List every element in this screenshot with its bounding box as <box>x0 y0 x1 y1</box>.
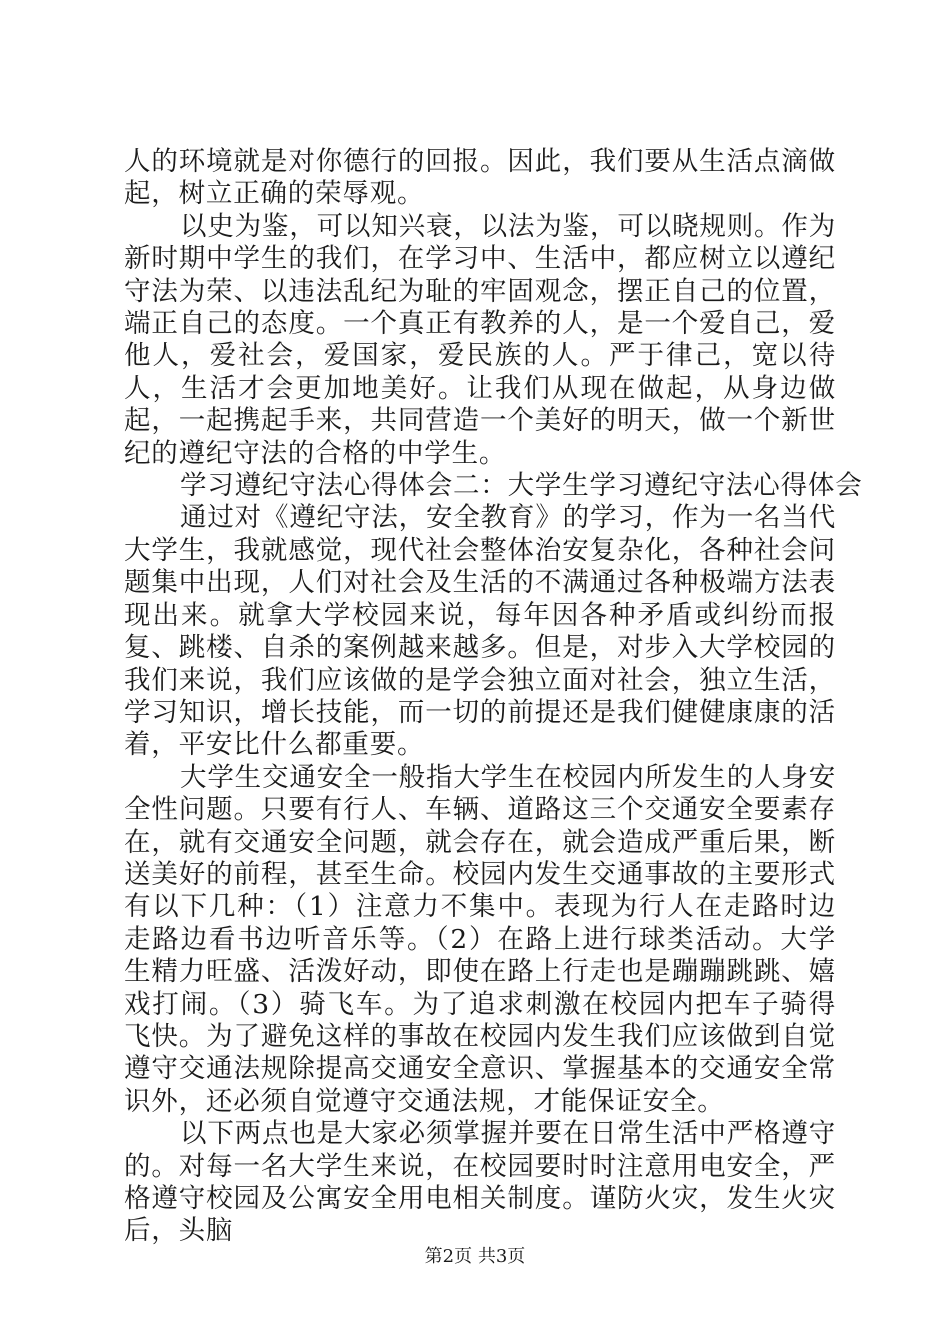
page-footer <box>0 1246 950 1268</box>
paragraph-1: 人的环境就是对你德行的回报。因此，我们要从生活点滴做起，树立正确的荣辱观。 <box>124 146 836 210</box>
document-body <box>124 146 863 1248</box>
paragraph-4: 大学生交通安全一般指大学生在校园内所发生的人身安全性问题。只要有行人、车辆、道路这三个交通安全要素存在，就有交通安全问题，就会存在，就会造成严重后果，断送美好的前程，甚至生命。校园内发生交通事故的主要形式有以下几种：（1）注意力不集中。表现为行人在走路时边走路边看书边听音乐等。（2）在路上进行球类活动。大学生精力旺盛、活泼好动，即使在路上行走也是蹦蹦跳跳、嬉戏打闹。（3）骑飞车。为了追求刺激在校园内把车子骑得飞快。为了避免这样的事故在校园内发生我们应该做到自觉遵守交通法规除提高交通安全意识、掌握基本的交通安全常识外，还必须自觉遵守交通法规，才能保证安全。 <box>124 761 836 1117</box>
paragraph-5: 以下两点也是大家必须掌握并要在日常生活中严格遵守的。对每一名大学生来说，在校园要时时注意用电安全，严格遵守校园及公寓安全用电相关制度。谨防火灾，发生火灾后，头脑 <box>124 1118 836 1247</box>
paragraph-3: 通过对《遵纪守法，安全教育》的学习，作为一名当代大学生，我就感觉，现代社会整体治安复杂化，各种社会问题集中出现，人们对社会及生活的不满通过各种极端方法表现出来。就拿大学校园来说，每年因各种矛盾或纠纷而报复、跳楼、自杀的案例越来越多。但是，对步入大学校园的我们来说，我们应该做的是学会独立面对社会，独立生活，学习知识，增长技能，而一切的前提还是我们健健康康的活着，平安比什么都重要。 <box>124 502 836 761</box>
paragraph-2: 以史为鉴，可以知兴衰，以法为鉴，可以晓规则。作为新时期中学生的我们，在学习中、生活中，都应树立以遵纪守法为荣、以违法乱纪为耻的牢固观念，摆正自己的位置，端正自己的态度。一个真正有教养的人，是一个爱自己，爱他人，爱社会，爱国家，爱民族的人。严于律己，宽以待人，生活才会更加地美好。让我们从现在做起，从身边做起，一起携起手来，共同营造一个美好的明天，做一个新世纪的遵纪守法的合格的中学生。 <box>124 210 836 469</box>
page-indicator: 第2页 共3页 <box>424 1246 526 1267</box>
section-heading: 学习遵纪守法心得体会二：大学生学习遵纪守法心得体会 <box>180 470 863 502</box>
